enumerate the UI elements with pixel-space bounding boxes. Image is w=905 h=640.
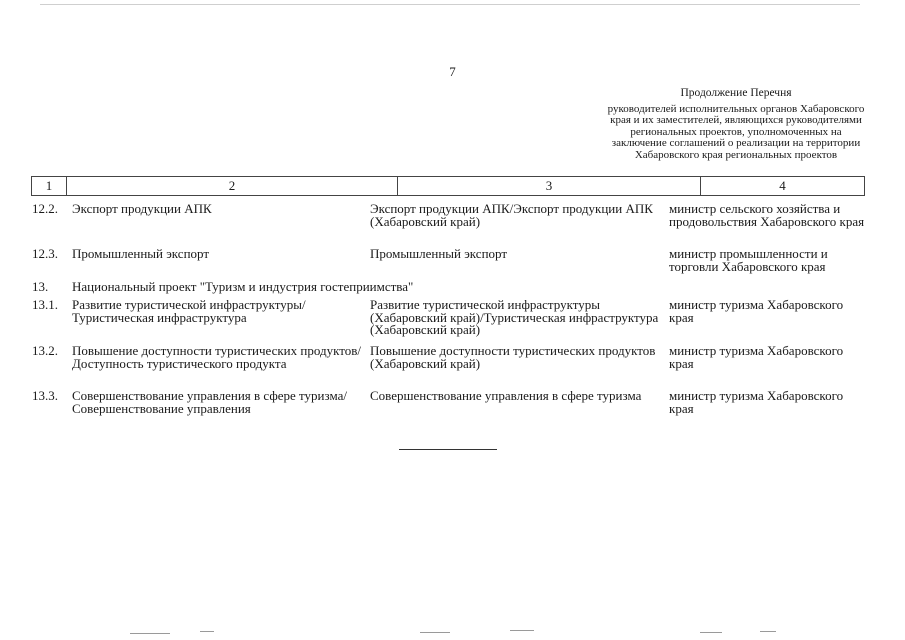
table-header-cell-1: 1	[32, 177, 67, 195]
row-number: 12.3.	[32, 246, 58, 261]
responsible-official: министр сельского хозяйства и продовольствия Хабаровского края	[669, 201, 865, 229]
table-header-cell-3: 3	[398, 177, 701, 195]
table-header-cell-2: 2	[67, 177, 398, 195]
end-of-list-line	[399, 449, 497, 450]
scan-artifact	[420, 632, 450, 633]
row-number: 13.	[32, 279, 49, 294]
row-number: 13.2.	[32, 343, 58, 358]
project-name: Промышленный экспорт	[72, 246, 210, 261]
row-number: 13.1.	[32, 297, 58, 312]
table-header-row	[31, 176, 865, 196]
scan-top-edge	[40, 4, 860, 5]
continuation-text: руководителей исполнительных органов Хабаровского края и их заместителей, являющихся руководителями региональных проектов, уполномоченных на заключение соглашений о реализации на территории Хабаровского края региональных проектов	[607, 102, 865, 161]
regional-project-name: Промышленный экспорт	[370, 246, 508, 261]
project-name: Совершенствование управления в сфере туризма/Совершенствование управления	[72, 388, 347, 416]
row-number: 12.2.	[32, 201, 58, 216]
responsible-official: министр туризма Хабаровского края	[669, 297, 844, 325]
responsible-official: министр промышленности и торговли Хабаровского края	[669, 246, 828, 274]
scan-artifact	[200, 631, 214, 632]
regional-project-name: Развитие туристической инфраструктуры (Хабаровский край)/Туристическая инфраструктура (Хабаровский край)	[370, 297, 659, 337]
scan-artifact	[760, 631, 776, 632]
row-number: 13.3.	[32, 388, 58, 403]
continuation-title: Продолжение Перечня	[680, 87, 792, 99]
scan-artifact	[510, 630, 534, 631]
continuation-heading	[606, 88, 866, 161]
table-header-cell-4: 4	[779, 178, 786, 193]
responsible-official: министр туризма Хабаровского края	[669, 343, 844, 371]
regional-project-name: Совершенствование управления в сфере туризма	[370, 388, 642, 403]
project-name: Экспорт продукции АПК	[72, 201, 212, 216]
scan-artifact	[130, 633, 170, 634]
regional-project-name: Повышение доступности туристических продуктов (Хабаровский край)	[370, 343, 656, 371]
project-name: Развитие туристической инфраструктуры/ Туристическая инфраструктура	[72, 297, 306, 325]
project-name: Повышение доступности туристических продуктов/Доступность туристического продукта	[72, 343, 361, 371]
responsible-official: министр туризма Хабаровского края	[669, 388, 844, 416]
scan-artifact	[700, 632, 722, 633]
regional-project-name: Экспорт продукции АПК/Экспорт продукции АПК (Хабаровский край)	[370, 201, 653, 229]
page-number: 7	[449, 64, 456, 79]
national-project-title: Национальный проект "Туризм и индустрия гостеприимства"	[72, 279, 414, 294]
